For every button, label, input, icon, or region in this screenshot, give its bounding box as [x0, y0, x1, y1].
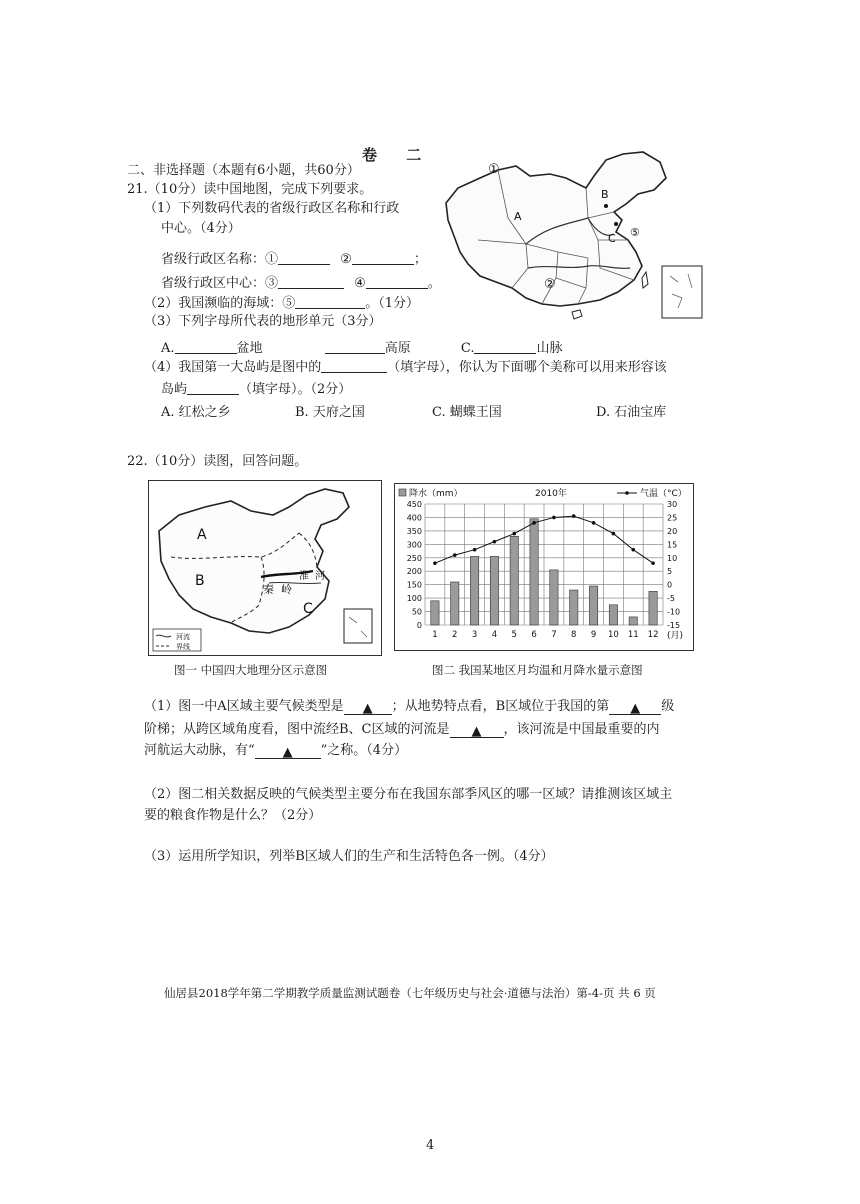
- x-tick-label: 11: [627, 630, 639, 640]
- legend-river: 河流: [176, 633, 190, 641]
- precip-bar: [490, 556, 498, 625]
- temperature-point: [651, 561, 655, 565]
- x-tick-label: 10: [608, 630, 619, 640]
- right-tick-label: -5: [667, 594, 675, 604]
- x-tick-label: 2: [452, 630, 458, 640]
- q21-s3: （3）下列字母所代表的地形单元（3分）: [144, 314, 382, 329]
- p1-b: ；从地势特点看，B区域位于我国的第: [391, 699, 610, 714]
- precip-bar: [530, 519, 538, 625]
- answer-blank-c[interactable]: [474, 339, 536, 354]
- triangle-marker: ▲: [471, 724, 482, 739]
- p1-c: 级: [661, 699, 675, 714]
- period: 。: [427, 276, 441, 291]
- answer-blank-a[interactable]: [175, 339, 237, 354]
- q21-option-a: A. 红松之乡: [161, 405, 231, 420]
- map-label-c: C: [608, 232, 616, 245]
- answer-blank-river[interactable]: [450, 723, 504, 738]
- temperature-point: [552, 516, 556, 520]
- precip-bar: [629, 617, 637, 625]
- chart-ticks: [407, 500, 680, 640]
- triangle-marker: ▲: [630, 701, 641, 716]
- c-suffix: 山脉: [536, 341, 563, 356]
- q21-s1-line2: 中心。（4分）: [161, 221, 241, 236]
- map-label-5: ⑤: [630, 226, 640, 239]
- semicolon: ；: [413, 252, 427, 267]
- circled-3: ③: [265, 276, 279, 291]
- map-label-2: ②: [544, 277, 556, 292]
- answer-blank-nickname[interactable]: [255, 744, 321, 759]
- precip-bar: [570, 590, 578, 625]
- temperature-point: [592, 521, 596, 525]
- temperature-point: [473, 548, 477, 552]
- left-tick-label: 50: [411, 607, 422, 617]
- q22-stem: 22.（10分）读图，回答问题。: [127, 454, 308, 469]
- x-tick-label: 7: [551, 630, 557, 640]
- right-tick-label: 10: [667, 553, 678, 563]
- right-tick-label: 25: [667, 513, 678, 523]
- left-tick-label: 100: [406, 594, 422, 604]
- right-tick-label: 5: [667, 567, 673, 577]
- answer-blank-name[interactable]: [187, 380, 239, 395]
- left-tick-label: 150: [406, 580, 422, 590]
- right-tick-label: 20: [667, 526, 678, 536]
- left-tick-label: 250: [406, 553, 422, 563]
- x-tick-label: 5: [511, 630, 517, 640]
- q21-stem: 21.（10分）读中国地图，完成下列要求。: [127, 182, 373, 197]
- chart-grid: [425, 504, 663, 625]
- s4-d: （填字母）。（2分）: [239, 382, 352, 397]
- chart-title: 2010年: [535, 489, 567, 499]
- x-tick-label: 3: [471, 630, 478, 640]
- s4-b: （填字母），你认为下面哪个美称可以用来形容该: [387, 360, 667, 375]
- left-tick-label: 0: [416, 621, 422, 630]
- triangle-marker: ▲: [362, 701, 373, 716]
- p1-e: ，该河流是中国最重要的内: [503, 722, 660, 737]
- circled-4: ④: [354, 276, 366, 291]
- q22-p2-line2: 要的粮食作物是什么？（2分）: [144, 808, 322, 823]
- q22-p3: （3）运用所学知识，列举B区域人们的生产和生活特色各一例。（4分）: [144, 849, 554, 864]
- circled-2: ②: [340, 252, 352, 267]
- precip-bar: [431, 601, 439, 625]
- q21-s2: [144, 294, 419, 313]
- answer-blank-climate[interactable]: [344, 700, 392, 715]
- temperature-point: [532, 521, 536, 525]
- q21-option-b: B. 天府之国: [295, 405, 365, 420]
- precip-bar: [589, 586, 597, 625]
- fig1-label-b: B: [195, 573, 205, 589]
- s2-end: 。（1分）: [365, 296, 420, 311]
- temperature-point: [572, 514, 576, 518]
- temperature-point: [612, 532, 616, 536]
- fig1-label-a: A: [197, 527, 207, 543]
- answer-blank-5[interactable]: [295, 294, 365, 309]
- left-tick-label: 200: [406, 567, 422, 577]
- right-tick-label: -15: [667, 621, 681, 630]
- answer-blank-island[interactable]: [321, 358, 387, 373]
- south-sea-inset: [662, 266, 702, 318]
- q21-center-row: [161, 274, 441, 293]
- precip-bar: [451, 582, 459, 625]
- q22-p1-line1: [144, 698, 674, 716]
- p1-a: （1）图一中A区域主要气候类型是: [144, 699, 344, 714]
- page-footer: 仙居县2018学年第二学期教学质量监测试题卷（七年级历史与社会·道德与法治）第-4-页 共 6 页: [164, 986, 656, 1000]
- x-tick-label: 6: [531, 630, 537, 640]
- temperature-point: [433, 561, 437, 565]
- answer-blank-b[interactable]: [325, 339, 385, 354]
- answer-blank-4[interactable]: [366, 274, 428, 289]
- q21-s4-line2: [161, 380, 351, 399]
- fig1-label-c: C: [303, 601, 313, 617]
- figure-2-frame: [394, 483, 694, 651]
- left-tick-label: 300: [406, 540, 422, 550]
- q21-s1-line1: （1）下列数码代表的省级行政区名称和行政: [144, 201, 400, 216]
- answer-blank-2[interactable]: [352, 250, 414, 265]
- left-tick-label: 400: [406, 513, 422, 523]
- q21-name-row: [161, 250, 427, 269]
- figure-1-frame: [148, 480, 382, 656]
- precip-bar: [470, 556, 478, 625]
- answer-blank-1[interactable]: [278, 250, 330, 265]
- fig1-label-qin: 秦: [263, 583, 274, 596]
- precip-bar: [510, 536, 518, 625]
- right-tick-label: -10: [667, 607, 681, 617]
- a-suffix: 盆地: [236, 341, 263, 356]
- temperature-point: [512, 532, 516, 536]
- legend-bar-swatch: [399, 489, 406, 496]
- x-tick-label: 8: [571, 630, 577, 640]
- right-tick-label: 0: [667, 580, 673, 590]
- center-label: 省级行政区中心：: [161, 276, 266, 291]
- part-intro: 二、非选择题（本题有6小题，共60分）: [127, 163, 360, 178]
- answer-blank-ladder[interactable]: [609, 700, 661, 715]
- map-label-b: B: [601, 188, 609, 201]
- b-suffix: 高原: [384, 341, 411, 356]
- china-map: [438, 148, 718, 323]
- regions-map: [149, 481, 380, 654]
- inset-box: [344, 609, 372, 643]
- triangle-marker: ▲: [282, 745, 293, 760]
- q21-landforms-row: [161, 339, 562, 358]
- left-tick-label: 450: [406, 500, 422, 509]
- q21-option-c: C. 蝴蝶王国: [432, 405, 502, 420]
- q22-p1-line2: [144, 721, 660, 739]
- legend-bar-label: 降水（mm）: [409, 489, 463, 499]
- x-unit: (月): [667, 631, 684, 641]
- temperature-point: [631, 548, 635, 552]
- s2-text: （2）我国濒临的海域：⑤: [144, 296, 296, 311]
- p1-g: ”之称。（4分）: [320, 743, 408, 758]
- c-label: C.: [460, 341, 475, 356]
- precip-bar: [609, 605, 617, 625]
- precip-bar: [649, 591, 657, 625]
- p1-f: 河航运大动脉，有“: [144, 743, 255, 758]
- q22-p1-line3: [144, 742, 407, 760]
- taiwan-island: [642, 272, 648, 288]
- p1-d: 阶梯；从跨区域角度看，图中流经B、C区域的河流是: [144, 722, 450, 737]
- fig1-label-ling: 岭: [281, 583, 292, 596]
- x-tick-label: 12: [647, 630, 659, 640]
- fig1-label-he: 河: [315, 571, 325, 582]
- temperature-point: [493, 540, 497, 544]
- precip-bar: [550, 570, 558, 625]
- figure-1-caption: 图一 中国四大地理分区示意图: [174, 663, 328, 677]
- left-tick-label: 350: [406, 526, 422, 536]
- answer-blank-3[interactable]: [278, 274, 344, 289]
- temperature-point: [453, 553, 457, 557]
- name-label: 省级行政区名称：: [161, 252, 266, 267]
- q21-option-d: D. 石油宝库: [596, 405, 667, 420]
- legend-boundary: 界线: [176, 643, 190, 651]
- figure-2-caption: 图二 我国某地区月均温和月降水量示意图: [432, 663, 643, 677]
- map-label-1: ①: [488, 162, 500, 177]
- s4-c: 岛屿: [161, 382, 188, 397]
- page-number: 4: [426, 1138, 435, 1153]
- right-tick-label: 15: [667, 540, 678, 550]
- circled-1: ①: [265, 252, 279, 267]
- section-title: 卷 二: [362, 146, 434, 164]
- fig1-label-huai: 淮: [299, 571, 309, 582]
- legend-line-label: 气温（°C）: [640, 489, 687, 499]
- q22-p2-line1: （2）图二相关数据反映的气候类型主要分布在我国东部季风区的哪一区域？请推测该区域主: [144, 787, 673, 802]
- x-tick-label: 1: [432, 630, 438, 640]
- s4-a: （4）我国第一大岛屿是图中的: [144, 360, 322, 375]
- q21-s4-line1: [144, 358, 667, 377]
- hainan-island: [572, 310, 582, 319]
- right-tick-label: 30: [667, 500, 678, 509]
- map-label-a: A: [514, 210, 522, 223]
- climate-chart: [395, 484, 692, 649]
- x-tick-label: 9: [590, 630, 597, 640]
- region-outline: [159, 489, 349, 633]
- a-label: A.: [161, 341, 175, 356]
- x-tick-label: 4: [491, 630, 498, 640]
